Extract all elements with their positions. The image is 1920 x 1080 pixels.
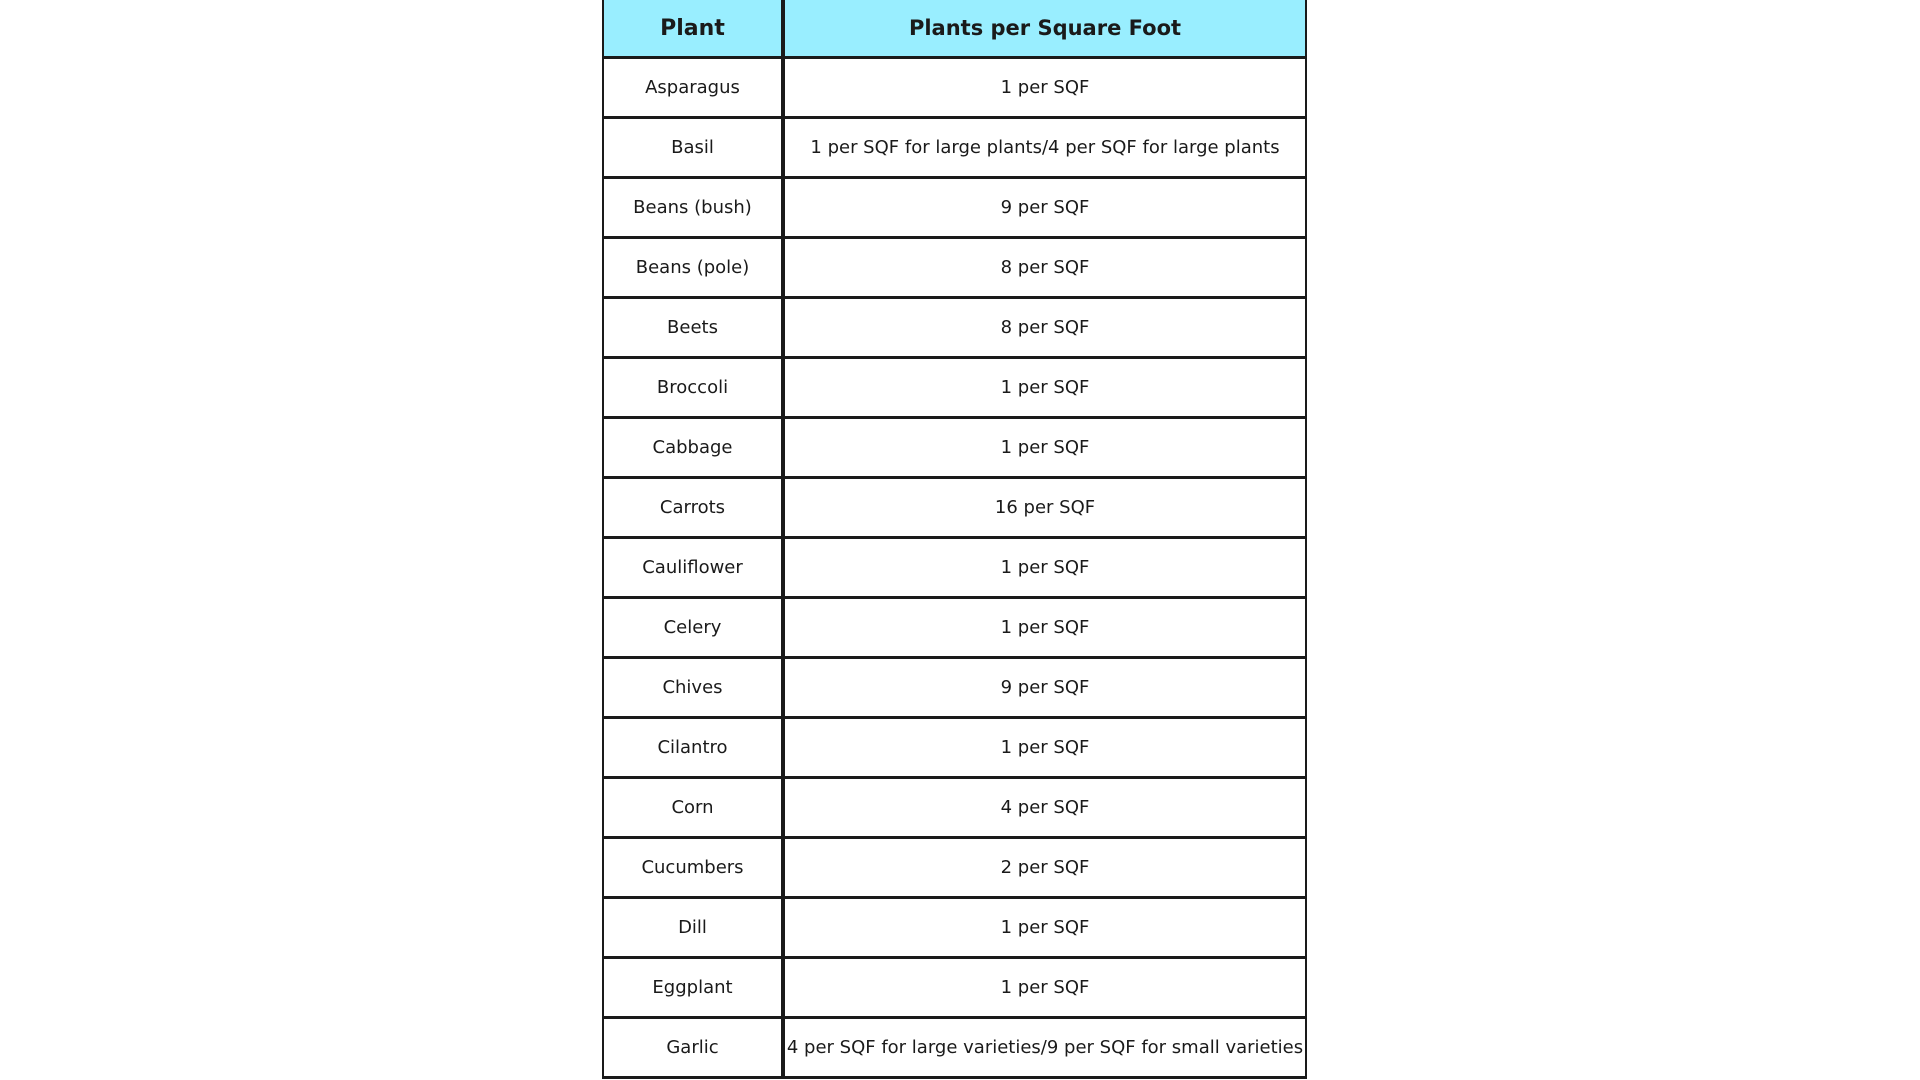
cell-plant: Asparagus — [603, 58, 783, 118]
cell-plant: Cauliflower — [603, 538, 783, 598]
cell-plant: Chives — [603, 658, 783, 718]
cell-plant: Beans (bush) — [603, 178, 783, 238]
table-row — [603, 298, 1306, 358]
cell-plant: Dill — [603, 898, 783, 958]
cell-plants-per-square-foot: 4 per SQF for large varieties/9 per SQF for small varieties — [783, 1018, 1306, 1078]
table-header-row — [603, 0, 1306, 58]
table-row — [603, 898, 1306, 958]
table-row — [603, 238, 1306, 298]
header-plant: Plant — [603, 0, 783, 58]
cell-plants-per-square-foot: 9 per SQF — [783, 178, 1306, 238]
cell-plant: Corn — [603, 778, 783, 838]
table-row — [603, 478, 1306, 538]
cell-plants-per-square-foot: 1 per SQF — [783, 418, 1306, 478]
plant-spacing-table — [602, 0, 1307, 1079]
cell-plants-per-square-foot: 4 per SQF — [783, 778, 1306, 838]
cell-plants-per-square-foot: 9 per SQF — [783, 658, 1306, 718]
table-body — [603, 58, 1306, 1078]
cell-plants-per-square-foot: 1 per SQF — [783, 598, 1306, 658]
table-row — [603, 838, 1306, 898]
cell-plants-per-square-foot: 16 per SQF — [783, 478, 1306, 538]
header-plants-per-square-foot: Plants per Square Foot — [783, 0, 1306, 58]
cell-plant: Cucumbers — [603, 838, 783, 898]
table-row — [603, 1018, 1306, 1078]
cell-plant: Garlic — [603, 1018, 783, 1078]
table-row — [603, 778, 1306, 838]
cell-plants-per-square-foot: 2 per SQF — [783, 838, 1306, 898]
cell-plant: Basil — [603, 118, 783, 178]
cell-plant: Celery — [603, 598, 783, 658]
cell-plants-per-square-foot: 1 per SQF — [783, 898, 1306, 958]
table-row — [603, 598, 1306, 658]
cell-plant: Cabbage — [603, 418, 783, 478]
cell-plants-per-square-foot: 1 per SQF — [783, 58, 1306, 118]
table-row — [603, 358, 1306, 418]
cell-plants-per-square-foot: 1 per SQF — [783, 358, 1306, 418]
cell-plant: Beets — [603, 298, 783, 358]
cell-plants-per-square-foot: 8 per SQF — [783, 298, 1306, 358]
cell-plant: Carrots — [603, 478, 783, 538]
cell-plants-per-square-foot: 1 per SQF — [783, 958, 1306, 1018]
table-row — [603, 118, 1306, 178]
table-row — [603, 178, 1306, 238]
table-row — [603, 58, 1306, 118]
cell-plants-per-square-foot: 1 per SQF for large plants/4 per SQF for large plants — [783, 118, 1306, 178]
cell-plants-per-square-foot: 1 per SQF — [783, 718, 1306, 778]
table-row — [603, 538, 1306, 598]
table-row — [603, 958, 1306, 1018]
cell-plant: Eggplant — [603, 958, 783, 1018]
cell-plants-per-square-foot: 8 per SQF — [783, 238, 1306, 298]
cell-plant: Beans (pole) — [603, 238, 783, 298]
table-row — [603, 718, 1306, 778]
cell-plant: Cilantro — [603, 718, 783, 778]
table-row — [603, 658, 1306, 718]
cell-plant: Broccoli — [603, 358, 783, 418]
cell-plants-per-square-foot: 1 per SQF — [783, 538, 1306, 598]
table-row — [603, 418, 1306, 478]
